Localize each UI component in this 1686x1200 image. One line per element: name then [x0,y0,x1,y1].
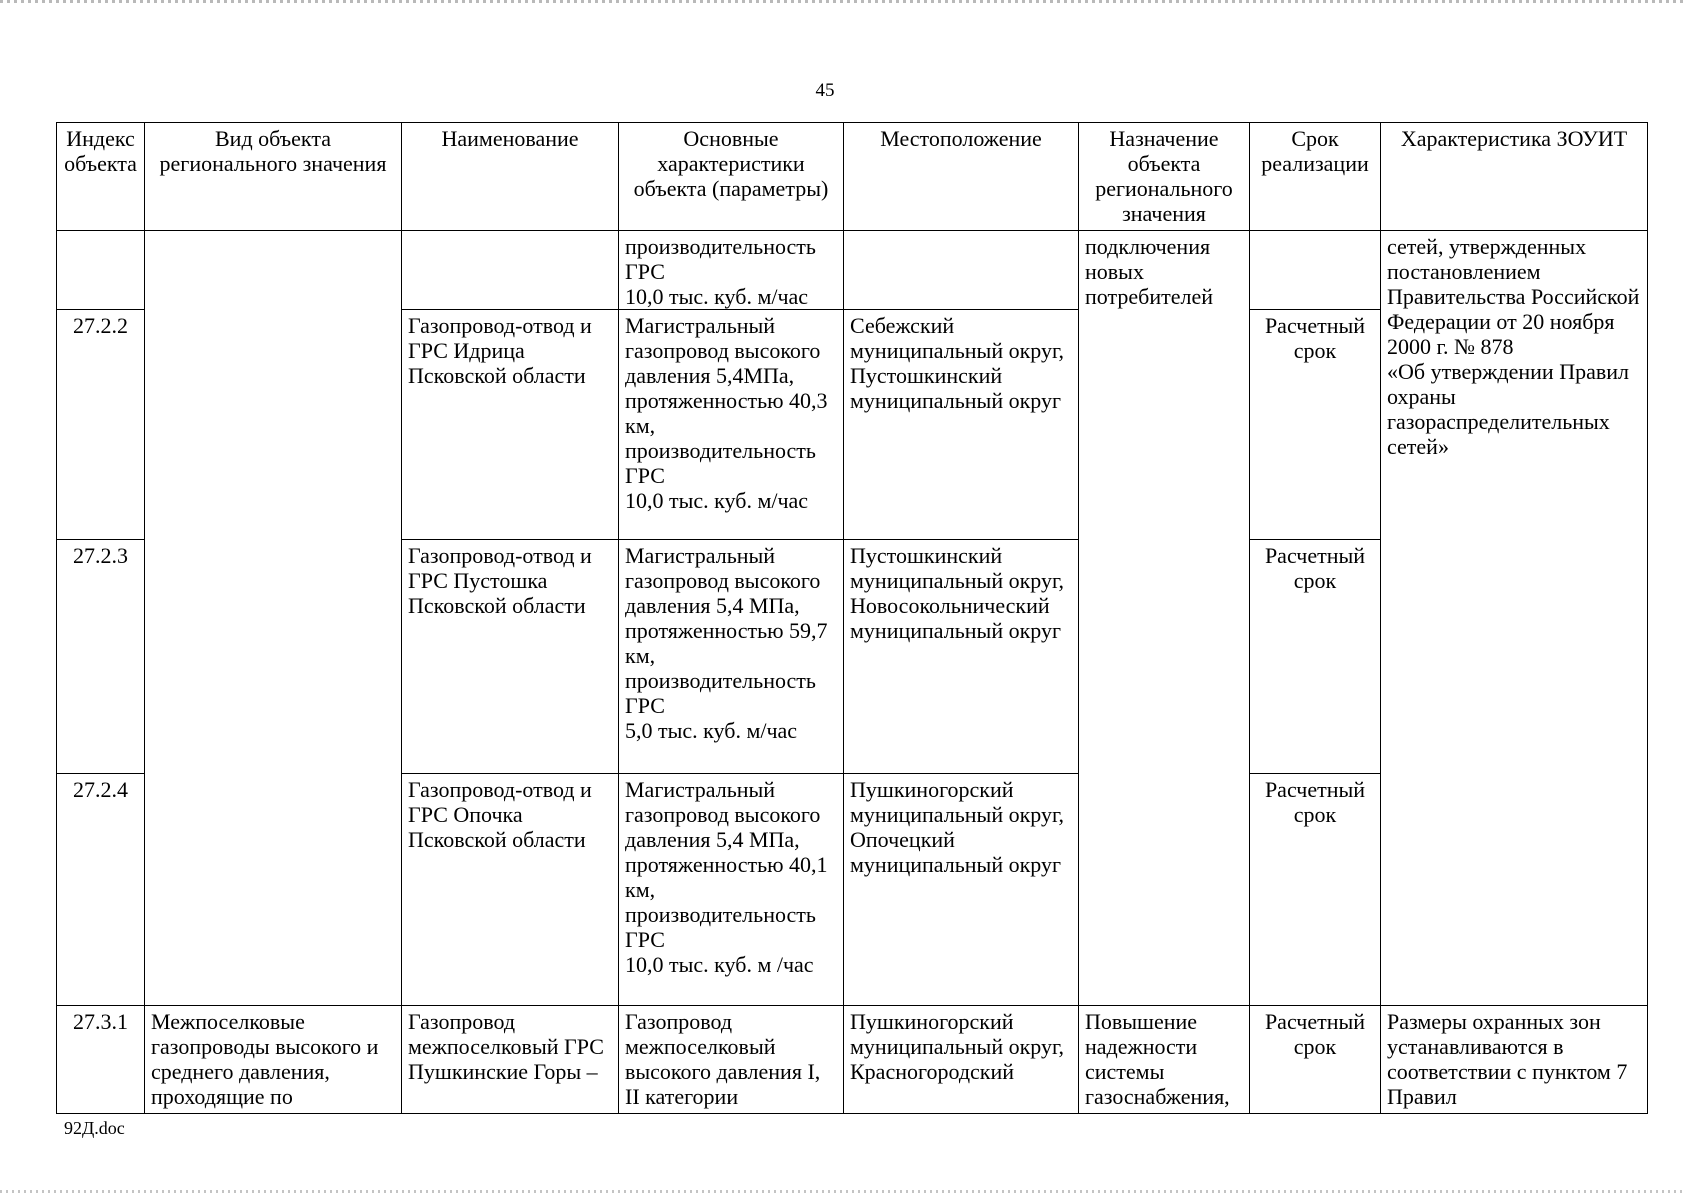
row-name [402,231,619,310]
row-location: Пушкиногорский муниципальный округ, Красногородский [844,1006,1079,1114]
row-params: Магистральный газопровод высокого давления 5,4 МПа, протяженностью 59,7 км, производительность ГРС 5,0 тыс. куб. м/час [619,540,844,774]
objects-table [56,122,1648,1114]
footer-filename: 92Д.doc [64,1118,125,1138]
row-index: 27.3.1 [57,1006,145,1114]
row-params: Магистральный газопровод высокого давления 5,4МПа, протяженностью 40,3 км, производительность ГРС 10,0 тыс. куб. м/час [619,310,844,540]
header-row [57,123,1648,231]
row-term: Расчетный срок [1250,774,1381,1006]
row-name: Газопровод межпоселковый ГРС Пушкинские Горы – [402,1006,619,1114]
row-params: производительность ГРС 10,0 тыс. куб. м/час [619,231,844,310]
header-location: Местоположение [844,123,1079,231]
scan-edge-bottom [0,1190,1686,1193]
row-location [844,231,1079,310]
row-index: 27.2.2 [57,310,145,540]
row-params: Газопровод межпоселковый высокого давления I, II категории [619,1006,844,1114]
row-index: 27.2.3 [57,540,145,774]
row-kind: Межпоселковые газопроводы высокого и среднего давления, проходящие по [145,1006,402,1114]
header-name: Наименование [402,123,619,231]
row-term: Расчетный срок [1250,310,1381,540]
row-term [1250,231,1381,310]
row-zouit: Размеры охранных зон устанавливаются в соответствии с пунктом 7 Правил [1381,1006,1648,1114]
row-name: Газопровод-отвод и ГРС Пустошка Псковской области [402,540,619,774]
row-purpose: Повышение надежности системы газоснабжения, [1079,1006,1250,1114]
row-term: Расчетный срок [1250,540,1381,774]
row-location: Пушкиногорский муниципальный округ, Опочецкий муниципальный округ [844,774,1079,1006]
table-row [57,1006,1648,1114]
row-location: Пустошкинский муниципальный округ, Новосокольнический муниципальный округ [844,540,1079,774]
row-name: Газопровод-отвод и ГРС Опочка Псковской области [402,774,619,1006]
page-number: 45 [815,80,835,101]
header-params: Основные характеристики объекта (параметры) [619,123,844,231]
row-name: Газопровод-отвод и ГРС Идрица Псковской области [402,310,619,540]
scan-edge-top [0,0,1686,3]
header-index: Индекс объекта [57,123,145,231]
row-kind [145,231,402,1006]
header-zouit: Характеристика ЗОУИТ [1381,123,1648,231]
row-location: Себежский муниципальный округ, Пустошкинский муниципальный округ [844,310,1079,540]
row-params: Магистральный газопровод высокого давления 5,4 МПа, протяженностью 40,1 км, производительность ГРС 10,0 тыс. куб. м /час [619,774,844,1006]
table-row [57,231,1648,310]
row-zouit: сетей, утвержденных постановлением Правительства Российской Федерации от 20 ноября 2000 г. № 878 «Об утверждении Правил охраны газораспределительных сетей» [1381,231,1648,1006]
row-term: Расчетный срок [1250,1006,1381,1114]
row-index [57,231,145,310]
row-index: 27.2.4 [57,774,145,1006]
header-purpose: Назначение объекта регионального значения [1079,123,1250,231]
header-kind: Вид объекта регионального значения [145,123,402,231]
row-purpose: подключения новых потребителей [1079,231,1250,1006]
header-term: Срок реализации [1250,123,1381,231]
